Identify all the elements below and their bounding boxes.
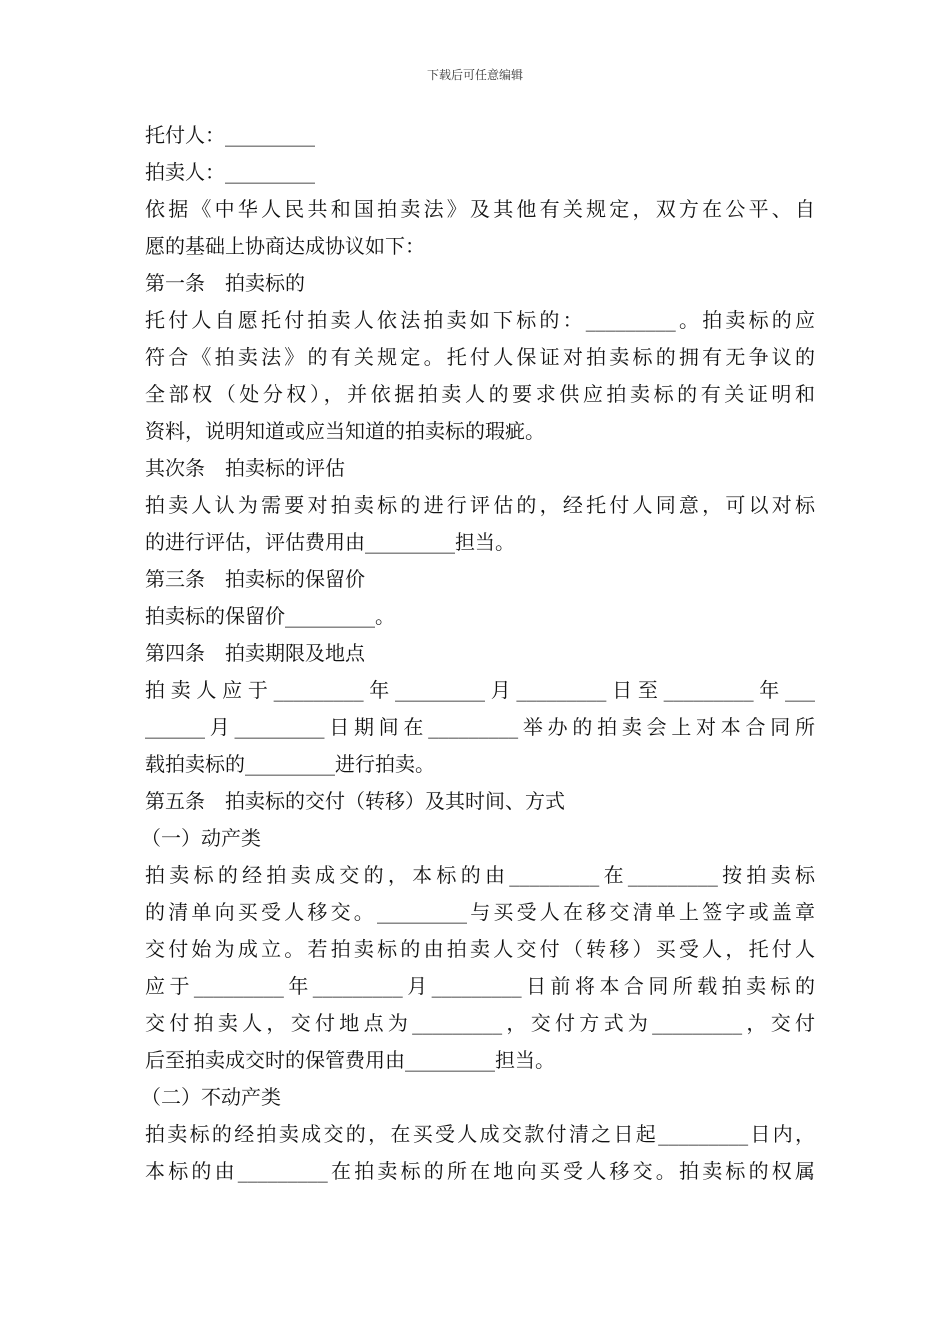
- text-line: ______月_________日期间在_________举办的拍卖会上对本合同所: [145, 715, 815, 739]
- text-line: 拍卖标的保留价_________。: [145, 604, 395, 628]
- text-line: 符合《拍卖法》的有关规定。托付人保证对拍卖标的拥有无争议的: [145, 345, 815, 369]
- text-line: 第四条 拍卖期限及地点: [145, 641, 365, 665]
- contract-body: [141, 117, 815, 1190]
- text-line: 愿的基础上协商达成协议如下：: [145, 234, 425, 258]
- text-line: 交付始为成立。若拍卖标的由拍卖人交付（转移）买受人，托付人: [145, 937, 815, 961]
- text-line: 托付人自愿托付拍卖人依法拍卖如下标的：_________。拍卖标的应: [145, 308, 815, 332]
- text-line: 拍卖人应于_________年_________月_________日至_________年___: [145, 678, 815, 702]
- text-line: 全部权（处分权），并依据拍卖人的要求供应拍卖标的有关证明和: [145, 382, 815, 406]
- text-line: 第一条 拍卖标的: [145, 271, 305, 295]
- page-header: 下载后可任意编辑: [426, 68, 523, 82]
- text-line: 第三条 拍卖标的保留价: [145, 567, 365, 591]
- text-line: 第五条 拍卖标的交付（转移）及其时间、方式: [145, 789, 565, 813]
- text-line: （二）不动产类: [141, 1085, 281, 1109]
- text-line: 拍卖人认为需要对拍卖标的进行评估的，经托付人同意，可以对标: [145, 493, 815, 517]
- text-line: 依据《中华人民共和国拍卖法》及其他有关规定，双方在公平、自: [145, 197, 815, 221]
- text-line: 交付拍卖人，交付地点为_________，交付方式为_________，交付: [145, 1011, 815, 1035]
- text-line: 载拍卖标的_________进行拍卖。: [145, 752, 435, 776]
- text-line: 其次条 拍卖标的评估: [145, 456, 345, 480]
- text-line: （一）动产类: [141, 826, 261, 850]
- text-line: 拍卖标的经拍卖成交的，在买受人成交款付清之日起_________日内，: [145, 1122, 815, 1146]
- text-line: 的清单向买受人移交。_________与买受人在移交清单上签字或盖章: [145, 900, 815, 924]
- text-line: 拍卖人：_________: [145, 160, 315, 184]
- text-line: 的进行评估，评估费用由_________担当。: [145, 530, 515, 554]
- text-line: 资料，说明知道或应当知道的拍卖标的瑕疵。: [145, 419, 545, 443]
- text-line: 托付人：_________: [145, 123, 315, 147]
- text-line: 后至拍卖成交时的保管费用由_________担当。: [145, 1048, 555, 1072]
- text-line: 本标的由_________在拍卖标的所在地向买受人移交。拍卖标的权属: [145, 1159, 815, 1183]
- text-line: 应于_________年_________月_________日前将本合同所载拍卖标的: [145, 974, 815, 998]
- text-line: 拍卖标的经拍卖成交的，本标的由_________在_________按拍卖标: [145, 863, 815, 887]
